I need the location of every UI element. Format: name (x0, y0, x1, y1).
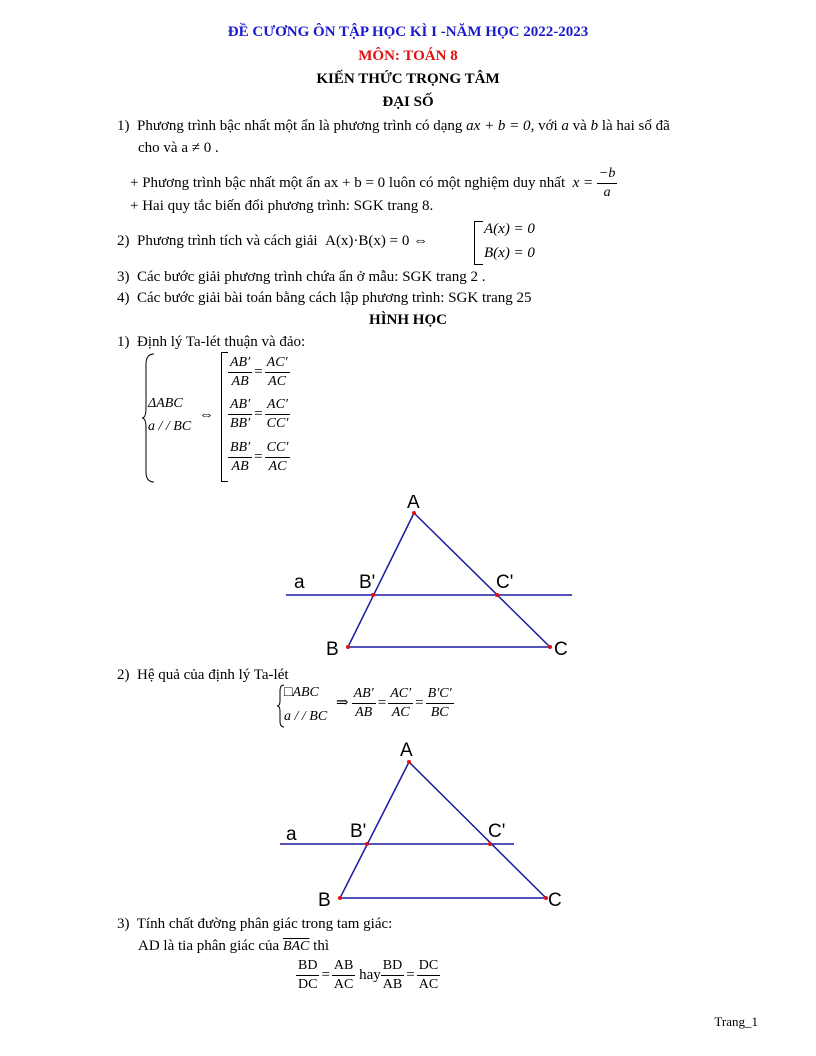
label-line-a: a (294, 572, 305, 593)
item-text: Tính chất đường phân giác trong tam giác: (136, 916, 393, 932)
consequence-cond-2: a / / BC (284, 709, 328, 724)
algebra-heading: ĐẠI SỐ (382, 94, 434, 110)
label-b: B (326, 639, 339, 660)
geometry-heading: HÌNH HỌC (369, 312, 447, 328)
label-b-prime: B' (350, 821, 367, 842)
formula: a ≠ 0 . (181, 140, 219, 156)
variable: b (590, 118, 599, 134)
algebra-item-1-sub2: + Hai quy tắc biến đổi phương trình: SGK trang 8. (130, 198, 434, 214)
label-c: C (554, 639, 568, 660)
item-text: và (572, 118, 587, 134)
item-text: + Phương trình bậc nhất một ẩn (130, 174, 321, 191)
subject-title: MÔN: TOÁN 8 (358, 48, 458, 64)
ratio-row-1: $\frac{AB'}{AB}$ = $\frac{AC'}{AC}$ (230, 355, 288, 389)
geometry-item-3-line2 (138, 938, 329, 955)
section-title: KIẾN THỨC TRỌNG TÂM (316, 71, 500, 87)
item-text: Phương trình tích và cách giải (137, 233, 318, 249)
formula: ax + b = 0 (324, 174, 386, 191)
condition-triangle: ΔABC (148, 396, 183, 411)
case-1: A(x) = 0 (484, 221, 535, 237)
item-text: luôn có một nghiệm duy nhất (388, 174, 566, 191)
point-b (338, 896, 342, 900)
page-number: Trang_1 (714, 1014, 758, 1029)
side-ac (414, 513, 550, 647)
equivalence-bracket (221, 352, 228, 482)
implies-symbol: ⇒ (336, 694, 349, 711)
left-brace (140, 352, 160, 484)
or-word: hay (359, 966, 381, 983)
label-a: A (400, 740, 413, 761)
algebra-item-1 (117, 118, 670, 135)
ratio-row-3: $\frac{BB'}{AB}$ = $\frac{CC'}{AC}$ (230, 440, 289, 474)
geometry-item-3 (117, 916, 392, 933)
item-text: thì (313, 938, 329, 954)
thales-figure-2 (276, 740, 576, 910)
case-2: B(x) = 0 (484, 245, 535, 261)
item-number: 1) (117, 118, 130, 134)
item-text: Các bước giải phương trình chứa ẩn ở mẫu: SGK trang 2 . (137, 269, 486, 285)
side-ab (348, 513, 414, 647)
item-number: 3) (117, 916, 130, 932)
label-c: C (548, 890, 562, 910)
case-bracket (474, 221, 483, 265)
bisector-ratios: $\frac{BD}{DC}$ = $\frac{AB}{AC}$ hay $\frac{BD}{AB}$ = $\frac{DC}{AC}$ (298, 958, 439, 992)
formula: x = (572, 174, 594, 191)
variable: a (561, 118, 569, 134)
point-c1 (488, 842, 492, 846)
algebra-item-3 (117, 269, 486, 286)
item-number: 2) (117, 233, 130, 249)
document-title: ĐỀ CƯƠNG ÔN TẬP HỌC KÌ I -NĂM HỌC 2022-2023 (227, 24, 589, 40)
label-b: B (318, 890, 331, 910)
label-line-a: a (286, 824, 297, 845)
label-c-prime: C' (496, 572, 514, 593)
label-c-prime: C' (488, 821, 506, 842)
label-a: A (407, 495, 420, 513)
consequence-ratios: ⇒ $\frac{AB'}{AB}$ = $\frac{AC'}{AC}$ = $\frac{B'C'}{BC}$ (336, 686, 452, 720)
item-number: 3) (117, 269, 130, 285)
algebra-item-4 (117, 290, 532, 307)
item-text: là hai số đã (601, 118, 670, 134)
side-ac (409, 762, 546, 898)
ratio-row-2: $\frac{AB'}{BB'}$ = $\frac{AC'}{CC'}$ (230, 397, 289, 431)
geometry-item-2 (117, 667, 289, 684)
geometry-item-1 (117, 334, 305, 351)
item-text: AD là tia phân giác của (138, 938, 280, 954)
point-c1 (495, 593, 499, 597)
point-c (548, 645, 552, 649)
consequence-cond-1: □ABC (284, 685, 319, 700)
point-b1 (365, 842, 369, 846)
item-text: Hệ quả của định lý Ta-lét (137, 667, 289, 683)
condition-parallel: a / / BC (148, 419, 192, 434)
algebra-item-1-line2 (138, 140, 219, 157)
item-number: 2) (117, 667, 130, 683)
iff-symbol: ⇔ (199, 407, 214, 423)
algebra-item-2 (117, 233, 428, 250)
item-number: 1) (117, 334, 130, 350)
item-text: Phương trình bậc nhất một ẩn là phương trình có dạng (137, 118, 463, 134)
thales-figure-1 (280, 495, 580, 660)
item-text: cho và (138, 140, 178, 156)
solution-fraction: $\frac{-b}{a}$ (598, 166, 616, 200)
point-b1 (371, 593, 375, 597)
formula: ax + b = 0 (466, 118, 531, 134)
point-b (346, 645, 350, 649)
angle: $\overline{BAC}$ (282, 939, 310, 954)
item-number: 4) (117, 290, 130, 306)
label-b-prime: B' (359, 572, 376, 593)
item-text: , với (530, 118, 558, 134)
item-text: Các bước giải bài toán bằng cách lập phương trình: SGK trang 25 (137, 290, 532, 306)
item-text: Định lý Ta-lét thuận và đảo: (137, 334, 306, 350)
algebra-item-1-sub1 (130, 166, 617, 201)
formula: A(x)·B(x) = 0 ⇔ (325, 233, 429, 249)
